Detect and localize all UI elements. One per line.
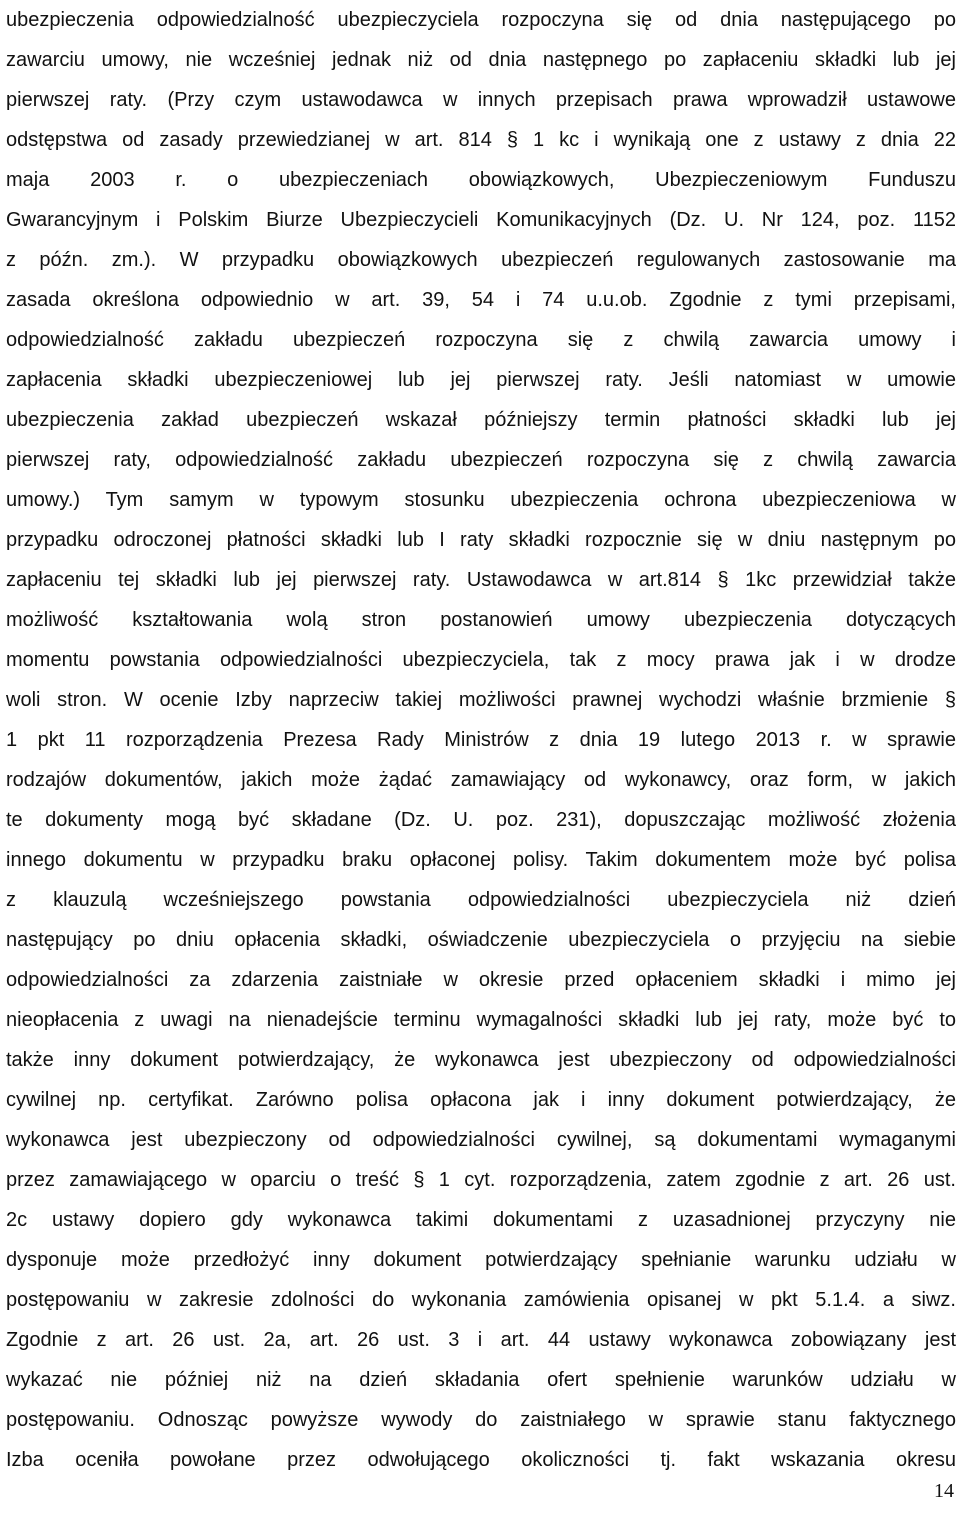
text-line: zasada określona odpowiednio w art. 39, 54 i 74 u.u.ob. Zgodnie z tymi przepisami, bbox=[6, 289, 956, 311]
text-line: możliwość kształtowania wolą stron postanowień umowy ubezpieczenia dotyczących bbox=[6, 609, 956, 631]
text-line: z klauzulą wcześniejszego powstania odpowiedzialności ubezpieczyciela niż dzień bbox=[6, 889, 956, 911]
text-line: Gwarancyjnym i Polskim Biurze Ubezpieczycieli Komunikacyjnych (Dz. U. Nr 124, poz. 1152 bbox=[6, 209, 956, 231]
text-line: następujący po dniu opłacenia składki, oświadczenie ubezpieczyciela o przyjęciu na siebie bbox=[6, 929, 956, 951]
text-line: wykonawca jest ubezpieczony od odpowiedzialności cywilnej, są dokumentami wymaganymi bbox=[6, 1129, 956, 1151]
text-line: 2c ustawy dopiero gdy wykonawca takimi dokumentami z uzasadnionej przyczyny nie bbox=[6, 1209, 956, 1231]
text-line: woli stron. W ocenie Izby naprzeciw takiej możliwości prawnej wychodzi właśnie brzmienie § bbox=[6, 689, 956, 711]
text-line: wykazać nie później niż na dzień składania ofert spełnienie warunków udziału w bbox=[6, 1369, 956, 1391]
text-line: innego dokumentu w przypadku braku opłaconej polisy. Takim dokumentem może być polisa bbox=[6, 849, 956, 871]
text-line: momentu powstania odpowiedzialności ubezpieczyciela, tak z mocy prawa jak i w drodze bbox=[6, 649, 956, 671]
text-line: zawarciu umowy, nie wcześniej jednak niż od dnia następnego po zapłaceniu składki lub jej bbox=[6, 49, 956, 71]
text-line: pierwszej raty. (Przy czym ustawodawca w innych przepisach prawa wprowadził ustawowe bbox=[6, 89, 956, 111]
text-line: dysponuje może przedłożyć inny dokument potwierdzający spełnianie warunku udziału w bbox=[6, 1249, 956, 1271]
text-line: odpowiedzialność zakładu ubezpieczeń rozpoczyna się z chwilą zawarcia umowy i bbox=[6, 329, 956, 351]
text-line: ubezpieczenia odpowiedzialność ubezpieczyciela rozpoczyna się od dnia następującego po bbox=[6, 9, 956, 31]
text-line: przez zamawiającego w oparciu o treść § 1 cyt. rozporządzenia, zatem zgodnie z art. 26 ust. bbox=[6, 1169, 956, 1191]
text-line: pierwszej raty, odpowiedzialność zakładu ubezpieczeń rozpoczyna się z chwilą zawarcia bbox=[6, 449, 956, 471]
text-line: zapłacenia składki ubezpieczeniowej lub jej pierwszej raty. Jeśli natomiast w umowie bbox=[6, 369, 956, 391]
text-line: cywilnej np. certyfikat. Zarówno polisa opłacona jak i inny dokument potwierdzający, że bbox=[6, 1089, 956, 1111]
text-line: Izba oceniła powołane przez odwołującego okoliczności tj. fakt wskazania okresu bbox=[6, 1449, 956, 1471]
text-line: zapłaceniu tej składki lub jej pierwszej raty. Ustawodawca w art.814 § 1kc przewidział także bbox=[6, 569, 956, 591]
text-line: Zgodnie z art. 26 ust. 2a, art. 26 ust. 3 i art. 44 ustawy wykonawca zobowiązany jest bbox=[6, 1329, 956, 1351]
page-number: 14 bbox=[934, 1480, 954, 1502]
text-line: umowy.) Tym samym w typowym stosunku ubezpieczenia ochrona ubezpieczeniowa w bbox=[6, 489, 956, 511]
text-line: rodzajów dokumentów, jakich może żądać zamawiający od wykonawcy, oraz form, w jakich bbox=[6, 769, 956, 791]
text-line: postępowaniu. Odnosząc powyższe wywody do zaistniałego w sprawie stanu faktycznego bbox=[6, 1409, 956, 1431]
text-line: maja 2003 r. o ubezpieczeniach obowiązkowych, Ubezpieczeniowym Funduszu bbox=[6, 169, 956, 191]
text-line: ubezpieczenia zakład ubezpieczeń wskazał późniejszy termin płatności składki lub jej bbox=[6, 409, 956, 431]
text-line: odpowiedzialności za zdarzenia zaistniałe w okresie przed opłaceniem składki i mimo jej bbox=[6, 969, 956, 991]
text-line: 1 pkt 11 rozporządzenia Prezesa Rady Ministrów z dnia 19 lutego 2013 r. w sprawie bbox=[6, 729, 956, 751]
text-line: nieopłacenia z uwagi na nienadejście terminu wymagalności składki lub jej raty, może być to bbox=[6, 1009, 956, 1031]
text-line: odstępstwa od zasady przewiedzianej w art. 814 § 1 kc i wynikają one z ustawy z dnia 22 bbox=[6, 129, 956, 151]
text-line: także inny dokument potwierdzający, że wykonawca jest ubezpieczony od odpowiedzialności bbox=[6, 1049, 956, 1071]
text-line: z późn. zm.). W przypadku obowiązkowych ubezpieczeń regulowanych zastosowanie ma bbox=[6, 249, 956, 271]
text-line: przypadku odroczonej płatności składki lub I raty składki rozpocznie się w dniu następnym po bbox=[6, 529, 956, 551]
text-line: postępowaniu w zakresie zdolności do wykonania zamówienia opisanej w pkt 5.1.4. a siwz. bbox=[6, 1289, 956, 1311]
text-line: te dokumenty mogą być składane (Dz. U. poz. 231), dopuszczając możliwość złożenia bbox=[6, 809, 956, 831]
